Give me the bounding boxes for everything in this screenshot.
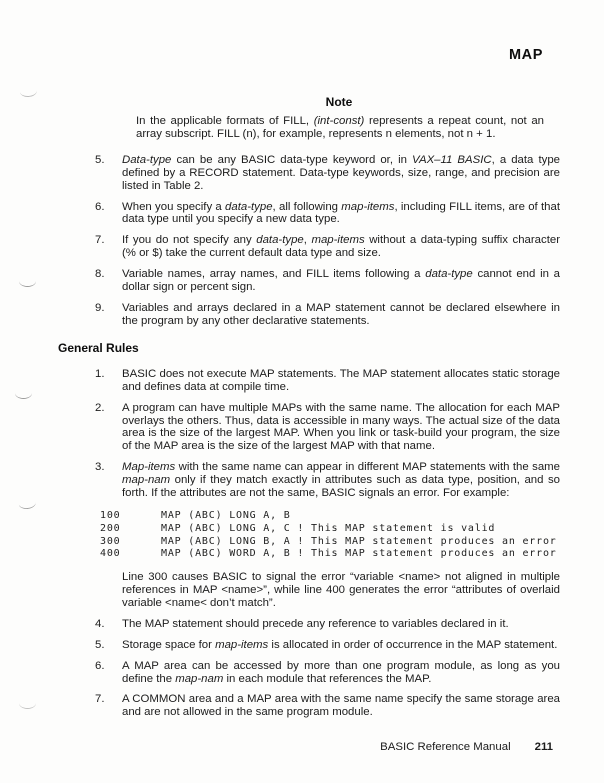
italic-term: data-type [425, 268, 473, 281]
text-run: Variables and arrays declared in a MAP statement cannot be declared elsewhere in the program by any other declarative statements. [122, 301, 560, 327]
manual-title: BASIC Reference Manual [380, 741, 511, 753]
text-run: Variable names, array names, and FILL items following a [122, 268, 426, 281]
item-text [122, 639, 560, 652]
text-run: , a data type defined by a RECORD statement. Data-type keywords, size, range, and precision are listed in Table 2. [122, 153, 560, 192]
list-item [95, 639, 560, 652]
item-number: 7. [95, 693, 105, 706]
page-number: 211 [534, 741, 553, 753]
text-run: represents a repeat count, not an array subscript. FILL (n), for example, represents n elements, not n + 1. [136, 115, 544, 140]
item-number: 8. [95, 268, 105, 281]
list-item [95, 660, 560, 686]
item-number: 2. [95, 401, 105, 414]
item-number: 1. [95, 367, 105, 380]
list-item [95, 234, 560, 260]
list-item [95, 693, 560, 719]
italic-term: map-items [215, 638, 269, 651]
page-content [0, 90, 604, 719]
page-footer [380, 741, 553, 753]
item-continuation-paragraph [122, 571, 560, 610]
text-run: in each module that references the MAP. [223, 672, 432, 685]
text-run: Storage space for [122, 638, 216, 651]
item-number: 5. [95, 638, 105, 651]
note-heading: Note [325, 95, 353, 109]
list-item [95, 461, 560, 500]
text-run: A COMMON area and a MAP area with the same name specify the same storage area and are not allowed in the same program module. [122, 693, 560, 719]
code-line-number: 100 [100, 509, 121, 521]
code-text: MAP (ABC) LONG B, A ! This MAP statement produces an error [161, 535, 557, 547]
italic-term: Data-type [122, 153, 172, 166]
list-item [95, 368, 560, 394]
italic-term: map-nam [175, 672, 224, 685]
text-run: The MAP statement should precede any reference to variables declared in it. [122, 617, 509, 630]
text-run: can be any BASIC data-type keyword or, in [171, 153, 413, 166]
note-body [136, 115, 544, 141]
text-run: , all following [272, 200, 342, 213]
code-line [100, 510, 574, 523]
list-item [95, 268, 560, 294]
code-line-number: 400 [100, 548, 121, 560]
code-line [100, 548, 574, 561]
item-text [122, 154, 560, 193]
italic-term: map-items [311, 234, 365, 247]
code-text: MAP (ABC) LONG A, C ! This MAP statement is valid [161, 522, 496, 534]
text-run: , [303, 234, 312, 247]
item-text [122, 368, 560, 394]
text-run: A program can have multiple MAPs with the same name. The allocation for each MAP overlays the others. Thus, data is accessible in many ways. The actual size of the data area is the size of the largest MAP. When you link or task-build your program, the size of the MAP area is the size of the largest MAP with that name. [122, 401, 560, 453]
text-run: cannot end in a dollar sign or percent sign. [122, 268, 560, 294]
text-run: Line 300 causes BASIC to signal the error “variable <name> not aligned in multiple references in MAP <name>”, while line 400 generates the error “attributes of overlaid variable <name< don’t match”. [122, 571, 560, 609]
item-number: 3. [95, 461, 105, 474]
item-number: 7. [95, 234, 105, 247]
item-number: 6. [95, 659, 105, 672]
text-run: with the same name can appear in different MAP statements with the same [175, 461, 560, 474]
code-line-number: 200 [100, 522, 121, 534]
list-item [95, 402, 560, 454]
code-line-number: 300 [100, 535, 121, 547]
text-run: BASIC does not execute MAP statements. The MAP statement allocates static storage and defines data at compile time. [122, 367, 560, 393]
list-item [95, 154, 560, 193]
item-text [122, 268, 560, 294]
italic-term: map-items [341, 200, 395, 213]
item-number: 6. [95, 200, 105, 213]
code-line [100, 536, 574, 549]
list-item [95, 618, 560, 631]
italic-term: data-type [256, 234, 304, 247]
text-run: , including FILL items, are of that data type until you specify a new data type. [122, 200, 560, 226]
format-rules-list [0, 154, 604, 328]
item-text [122, 302, 560, 328]
list-item [95, 302, 560, 328]
code-line [100, 523, 574, 536]
list-item [95, 201, 560, 227]
code-example [100, 510, 574, 561]
item-text [122, 693, 560, 719]
item-text [122, 201, 560, 227]
running-head-map: MAP [508, 47, 543, 63]
text-run: If you do not specify any [122, 234, 257, 247]
italic-term: map-nam [122, 474, 171, 487]
item-number: 5. [95, 153, 105, 166]
general-rules-list [0, 368, 604, 720]
text-run: is allocated in order of occurrence in the MAP statement. [268, 638, 558, 651]
text-run: without a data-typing suffix character (% or $) take the current default data type and size. [122, 234, 560, 260]
item-number: 4. [95, 617, 105, 630]
text-run: A MAP area can be accessed by more than one program module, as long as you define the [122, 659, 560, 685]
italic-term: (int-const) [313, 115, 365, 127]
item-text [122, 618, 560, 631]
code-text: MAP (ABC) WORD A, B ! This MAP statement produces an error [161, 548, 557, 560]
text-run: In the applicable formats of FILL, [136, 115, 314, 127]
italic-term: VAX–11 BASIC [412, 153, 492, 166]
item-text [122, 461, 560, 500]
item-text [122, 402, 560, 454]
item-text [122, 660, 560, 686]
code-text: MAP (ABC) LONG A, B [161, 509, 291, 521]
item-text [122, 234, 560, 260]
general-rules-heading: General Rules [58, 340, 139, 355]
italic-term: data-type [225, 200, 273, 213]
item-number: 9. [95, 301, 105, 314]
text-run: only if they match exactly in attributes such as data type, position, and so forth. If the attributes are not the same, BASIC signals an error. For example: [122, 474, 560, 500]
italic-term: Map-items [122, 461, 176, 474]
text-run: When you specify a [122, 200, 226, 213]
